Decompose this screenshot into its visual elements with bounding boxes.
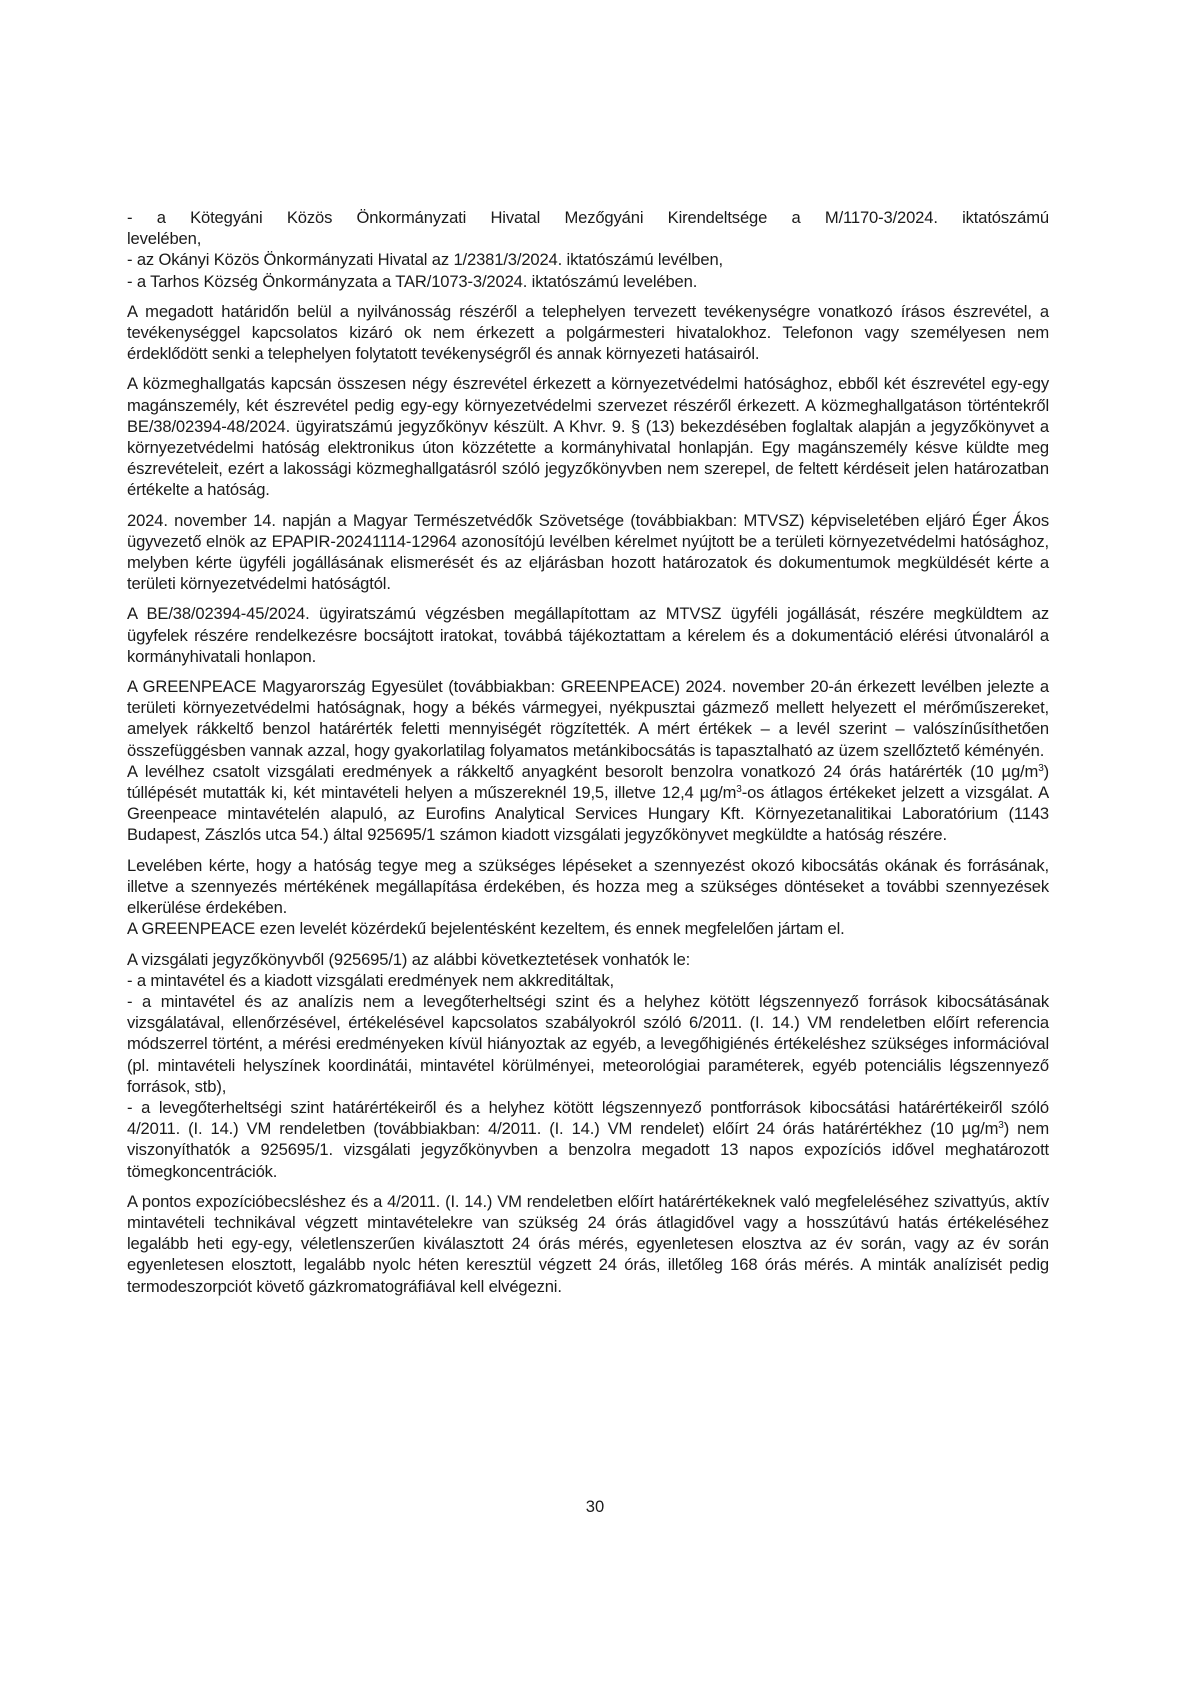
document-page <box>127 207 1049 1306</box>
recipients-list <box>127 207 1049 292</box>
list-item: - a Kötegyáni Közös Önkormányzati Hivatal Mezőgyáni Kirendeltsége a M/1170-3/2024. iktatószámú <box>127 208 1049 227</box>
text-segment: A levélhez csatolt vizsgálati eredmények a rákkeltő anyagként besorolt benzolra vonatkozó 24 órás határérték (10 µg/m <box>127 761 1039 781</box>
text-segment: -os átlagos értékeket jelzett a vizsgálat. A Greenpeace mintavételén alapuló, az Eurofins Analytical Services Hungary Kft. Környezetanalitikai Laboratórium (1143 Budapest, Zászlós utca 54.) által 925695/1 számon kiadott vizsgálati jegyzőkönyvet megküldte a hatóság részére. <box>127 783 1049 845</box>
superscript: 3 <box>998 1120 1004 1132</box>
text-segment: - a levegőterheltségi szint határértékeiről és a helyhez kötött légszennyező pontforrások kibocsátási határértékeiről szóló 4/2011. (I. 14.) VM rendeletben (továbbiakban: 4/2011. (I. 14.) VM rendelet) előírt 24 órás határértékhez (10 µg/m <box>127 1097 1049 1139</box>
list-item <box>127 1097 1049 1182</box>
list-item-continuation: levelében, <box>127 229 202 249</box>
text-segment: ) túllépését mutatták ki, két mintavételi helyen a műszereknél 19,5, illetve 12,4 µg/m <box>127 761 1049 803</box>
paragraph-greenpeace-letter: A GREENPEACE Magyarország Egyesület (továbbiakban: GREENPEACE) 2024. november 20-án érkezett levélben jelezte a területi környezetvédelmi hatóságnak, hogy a békés vármegyei, nyékpusztai gázmező mellett helyezett el mérőműszereket, amelyek rákkeltő benzol határérték feletti mennyiségét rögzítették. A mért értékek – a levél szerint – valószínűsíthetően összefüggésben vannak azzal, hogy gyakorlatilag folyamatos metánkibocsátás is tapasztalható az üzem szellőztető kéményén. <box>127 677 1049 760</box>
text-segment: ) nem viszonyíthatók a 925695/1. vizsgálati jegyzőkönyvben a benzolra megadott 13 napos expozíciós idővel meghatározott tömegkoncentrációk. <box>127 1119 1049 1181</box>
conclusions-list <box>127 949 1049 1182</box>
paragraph-mtvsz-request: 2024. november 14. napján a Magyar Természetvédők Szövetsége (továbbiakban: MTVSZ) képviseletében eljáró Éger Ákos ügyvezető elnök az EPAPIR-20241114-12964 azonosítójú levélben kérelmet nyújtott be a területi környezetvédelmi hatósághoz, melyben kérte ügyféli jogállásának elismerését és az eljárásban hozott határozatok és dokumentumok megküldését kérte a területi környezetvédelmi hatóságtól. <box>127 510 1049 594</box>
list-item: - a Tarhos Község Önkormányzata a TAR/1073-3/2024. iktatószámú levelében. <box>127 271 698 291</box>
list-item: - a mintavétel és az analízis nem a levegőterheltségi szint és a helyhez kötött légszennyező források kibocsátásának vizsgálatával, ellenőrzésével, értékelésével kapcsolatos szabályokról szóló 6/2011. (I. 14.) VM rendeletben előírt referencia módszerrel történt, a mérési eredményeken kívül hiányoztak az egyéb, a levegőhigiénés értékeléshez szükséges információval (pl. mintavételi helyszínek koordinátái, mintavétel körülményei, meteorológiai paraméterek, egyéb potenciális légszennyező források, stb), <box>127 991 1049 1096</box>
paragraph-greenpeace-results <box>127 761 1049 846</box>
paragraph-public-comments: A megadott határidőn belül a nyilvánosság részéről a telephelyen tervezett tevékenységre vonatkozó írásos észrevétel, a tevékenységgel kapcsolatos kizáró ok nem érkezett a polgármesteri hivatalokhoz. Telefonon vagy személyesen nem érdeklődött senki a telephelyen folytatott tevékenységről és annak környezeti hatásairól. <box>127 301 1049 364</box>
paragraph-public-hearing: A közmeghallgatás kapcsán összesen négy észrevétel érkezett a környezetvédelmi hatósághoz, ebből két észrevétel egy-egy magánszemély, két észrevétel pedig egy-egy környezetvédelmi szervezet részéről érkezett. A közmeghallgatáson történtekről BE/38/02394-48/2024. ügyiratszámú jegyzőkönyv készült. A Khvr. 9. § (13) bekezdésében foglaltak alapján a jegyzőkönyvet a környezetvédelmi hatóság elektronikus úton közzétette a kormányhivatal honlapján. Egy magánszemély késve küldte meg észrevételeit, ezért a lakossági közmeghallgatásról szóló jegyzőkönyvben nem szerepel, de feltett kérdéseit jelen határozatban értékelte a hatóság. <box>127 374 1049 500</box>
paragraph-exposure-estimation: A pontos expozícióbecsléshez és a 4/2011. (I. 14.) VM rendeletben előírt határértékeknek való megfeleléséhez szivattyús, aktív mintavételi technikával végzett mintavételekre van szükség 24 órás átlagidővel vagy a hosszútávú hatás értékeléséhez legalább heti egy-egy, véletlenszerűen kiválasztott 24 órás mérés, egyenletesen elosztva az év során, vagy az év során egyenletesen elosztott, legalább nyolc héten keresztül végzett 24 órás, illetőleg 168 órás mérés. A minták analízisét pedig termodeszorpciót követő gázkromatográfiával kell elvégezni. <box>127 1191 1049 1296</box>
superscript: 3 <box>736 784 742 796</box>
paragraph-greenpeace-request: Levelében kérte, hogy a hatóság tegye meg a szükséges lépéseket a szennyezést okozó kibocsátás okának és forrásának, illetve a szennyezés mértékének megállapítása érdekében, és hozza meg a szükséges döntéseket a további szennyezések elkerülése érdekében. <box>127 855 1049 918</box>
superscript: 3 <box>1038 762 1044 774</box>
page-number: 30 <box>585 1497 605 1516</box>
conclusions-intro: A vizsgálati jegyzőkönyvből (925695/1) az alábbi következtetések vonhatók le: <box>127 949 691 969</box>
list-item: - az Okányi Közös Önkormányzati Hivatal az 1/2381/3/2024. iktatószámú levélben, <box>127 250 723 270</box>
paragraph-mtvsz-decision: A BE/38/02394-45/2024. ügyiratszámú végzésben megállapítottam az MTVSZ ügyféli jogállását, részére megküldtem az ügyfelek részére rendelkezésre bocsájtott iratokat, továbbá tájékoztattam a kérelem és a dokumentáció elérési útvonaláról a kormányhivatali honlapon. <box>127 604 1049 666</box>
paragraph-greenpeace-handling: A GREENPEACE ezen levelét közérdekű bejelentésként kezeltem, és ennek megfelelően jártam el. <box>127 919 845 939</box>
list-item: - a mintavétel és a kiadott vizsgálati eredmények nem akkreditáltak, <box>127 970 614 990</box>
